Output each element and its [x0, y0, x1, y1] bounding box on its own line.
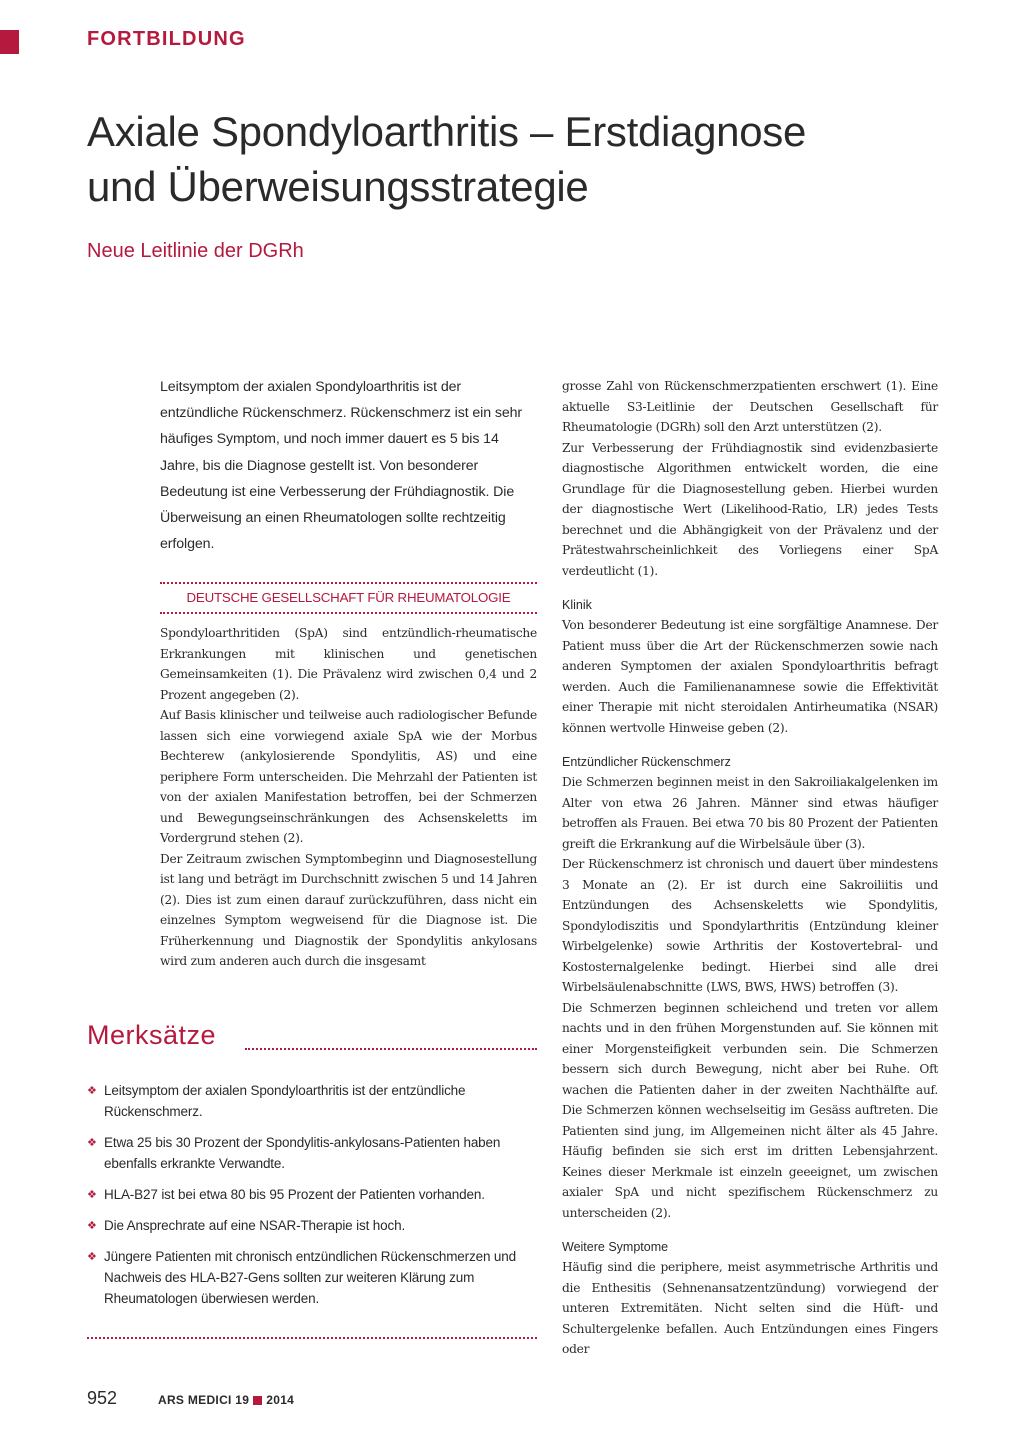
section-heading-klinik: Klinik: [562, 598, 592, 612]
list-item: [87, 1246, 537, 1309]
klinik-text: [562, 615, 938, 738]
left-column: [160, 374, 537, 972]
merksatz-text: Etwa 25 bis 30 Prozent der Spondylitis-ankylosans-Patienten haben ebenfalls erkrankte Verwandte.: [104, 1135, 501, 1171]
article-title-line2: und Überweisungsstrategie: [87, 163, 589, 210]
article-title: [87, 104, 987, 214]
section-heading-entzuendlicher-rueckenschmerz: Entzündlicher Rückenschmerz: [562, 755, 731, 769]
weitere-text: [562, 1257, 938, 1360]
body-paragraph: Der Zeitraum zwischen Symptombeginn und Diagnosestellung ist lang und beträgt im Durchschnitt zwischen 5 und 14 Jahren (2). Dies ist zum einen darauf zurückzuführen, dass nicht ein einzelnes Symptom wegweisend für die Diagnose ist. Die Früherkennung und Diagnostik der Spondylitis ankylosans wird zum anderen auch durch die insgesamt: [160, 851, 537, 969]
lead-paragraph: Leitsymptom der axialen Spondyloarthritis ist der entzündliche Rückenschmerz. Rückenschmerz ist ein sehr häufiges Symptom, und noch immer dauert es 5 bis 14 Jahre, bis die Diagnose gestellt ist. Von besonderer Bedeutung ist eine Verbesserung der Frühdiagnostik. Die Überweisung an einen Rheumatologen sollte rechtzeitig erfolgen.: [160, 379, 523, 553]
diamond-bullet-icon: ❖: [87, 1219, 97, 1232]
body-paragraph: grosse Zahl von Rückenschmerzpatienten erschwert (1). Eine aktuelle S3-Leitlinie der Deutschen Gesellschaft für Rheumatologie (DGRh) soll den Arzt unterstützen (2).: [562, 379, 938, 434]
merksaetze-header: [87, 1020, 537, 1060]
right-column: [562, 376, 938, 1360]
square-separator-icon: [253, 1396, 262, 1405]
body-paragraph: Zur Verbesserung der Frühdiagnostik sind evidenzbasierte diagnostische Algorithmen entwickelt worden, die eine Grundlage für die Diagnosestellung geben. Hierbei wurden der diagnostische Wert (Likelihood-Ratio, LR) jedes Tests berechnet und die Abhängigkeit von der Prävalenz und der Prätestwahrscheinlichkeit des Vorliegens einer SpA verdeutlicht (1).: [562, 440, 938, 578]
body-paragraph: Häufig sind die periphere, meist asymmetrische Arthritis und die Enthesitis (Sehnenansatzentzündung) vorwiegend der unteren Extremitäten. Nicht selten sind die Hüft- und Schultergelenke befallen. Auch Entzündungen eines Fingers oder: [562, 1260, 938, 1356]
diamond-bullet-icon: ❖: [87, 1136, 97, 1149]
left-body-text: [160, 623, 537, 972]
diamond-bullet-icon: ❖: [87, 1084, 97, 1097]
body-paragraph: Der Rückenschmerz ist chronisch und dauert über mindestens 3 Monate an (2). Er ist durch eine Sakroiliitis und Entzündungen des Achsenskeletts wie Spondylitis, Spondylodiszitis und Spondylarthritis (Entzündung kleiner Wirbelgelenke) sowie Arthritis der Kostovertebral- und Kostosternalgelenke bedingt. Hierbei sind alle drei Wirbelsäulenabschnitte (LWS, BWS, HWS) betroffen (3).: [562, 857, 938, 994]
merksatz-text: Die Ansprechrate auf eine NSAR-Therapie ist hoch.: [104, 1218, 406, 1233]
right-intro-text: [562, 376, 938, 581]
merksatz-text: HLA-B27 ist bei etwa 80 bis 95 Prozent der Patienten vorhanden.: [104, 1187, 485, 1202]
merksatz-text: Leitsymptom der axialen Spondyloarthritis ist der entzündliche Rückenschmerz.: [104, 1083, 466, 1119]
body-paragraph: Auf Basis klinischer und teilweise auch radiologischer Befunde lassen sich eine vorwiegend axiale SpA wie der Morbus Bechterew (ankylosierende Spondylitis, AS) und eine periphere Form unterscheiden. Die Mehrzahl der Patienten ist von der axialen Manifestation betroffen, bei der Schmerzen und Bewegungseinschränkungen des Achsenskeletts im Vordergrund stehen (2).: [160, 708, 537, 846]
body-paragraph: Die Schmerzen beginnen schleichend und treten vor allem nachts und in den frühen Morgenstunden auf. Sie können mit einer Morgensteifigkeit verbunden sein. Die Schmerzen bessern sich durch Bewegung, nicht aber bei Ruhe. Oft wachen die Patienten daher in der zweiten Nachthälfte auf. Die Schmerzen können wechselseitig im Gesäss auftreten. Die Patienten sind jung, im Allgemeinen nicht älter als 45 Jahre. Häufig befinden sie sich erst im dritten Lebensjahrzent. Keines dieser Merkmale ist einzeln geeeignet, um zwischen axialer SpA und nicht spezifischem Rückenschmerz zu unterscheiden (2).: [562, 1000, 938, 1220]
journal-name: ARS MEDICI 19: [158, 1393, 250, 1407]
diamond-bullet-icon: ❖: [87, 1250, 97, 1263]
merksatz-text: Jüngere Patienten mit chronisch entzündlichen Rückenschmerzen und Nachweis des HLA-B27-Gens sollten zur weiteren Klärung zum Rheumatologen überwiesen werden.: [104, 1249, 516, 1306]
merksaetze-title: Merksätze: [87, 1020, 217, 1050]
body-paragraph: Von besonderer Bedeutung ist eine sorgfältige Anamnese. Der Patient muss über die Art der Rückenschmerzen sowie nach anderen Symptomen der axialen Spondyloarthritis befragt werden. Auch die Familienanamnese sowie die Effektivität einer Therapie mit nicht steroidalen Antirheumatika (NSAR) können wertvolle Hinweise geben (2).: [562, 618, 938, 735]
list-item: [87, 1080, 537, 1122]
diamond-bullet-icon: ❖: [87, 1188, 97, 1201]
body-paragraph: Die Schmerzen beginnen meist in den Sakroiliakalgelenken im Alter von etwa 26 Jahren. Männer sind etwas häufiger betroffen als Frauen. Bei etwa 70 bis 80 Prozent der Patienten greift die Erkrankung auf die Wirbelsäule über (3).: [562, 775, 938, 851]
merksaetze-title-rule: [245, 1048, 537, 1050]
entz-text: [562, 772, 938, 1223]
list-item: [87, 1215, 537, 1236]
page-number: 952: [87, 1388, 118, 1408]
merksaetze-list: [87, 1080, 537, 1319]
list-item: [87, 1132, 537, 1174]
article-subtitle: Neue Leitlinie der DGRh: [87, 240, 304, 262]
section-marker: [0, 30, 19, 54]
journal-year: 2014: [266, 1393, 295, 1407]
affiliation: DEUTSCHE GESELLSCHAFT FÜR RHEUMATOLOGIE: [186, 590, 511, 606]
section-label: FORTBILDUNG: [87, 28, 246, 50]
body-paragraph: Spondyloarthritiden (SpA) sind entzündlich-rheumatische Erkrankungen mit klinischen und genetischen Gemeinsamkeiten (1). Die Prävalenz wird zwischen 0,4 und 2 Prozent angegeben (2).: [160, 626, 537, 702]
article-title-line1: Axiale Spondyloarthritis – Erstdiagnose: [87, 108, 807, 155]
merksaetze-bottom-rule: [87, 1337, 537, 1339]
section-heading-weitere-symptome: Weitere Symptome: [562, 1240, 669, 1254]
affiliation-rule-bottom: [160, 612, 537, 614]
journal-info: [158, 1393, 294, 1407]
list-item: [87, 1184, 537, 1205]
affiliation-rule-top: [160, 582, 537, 584]
